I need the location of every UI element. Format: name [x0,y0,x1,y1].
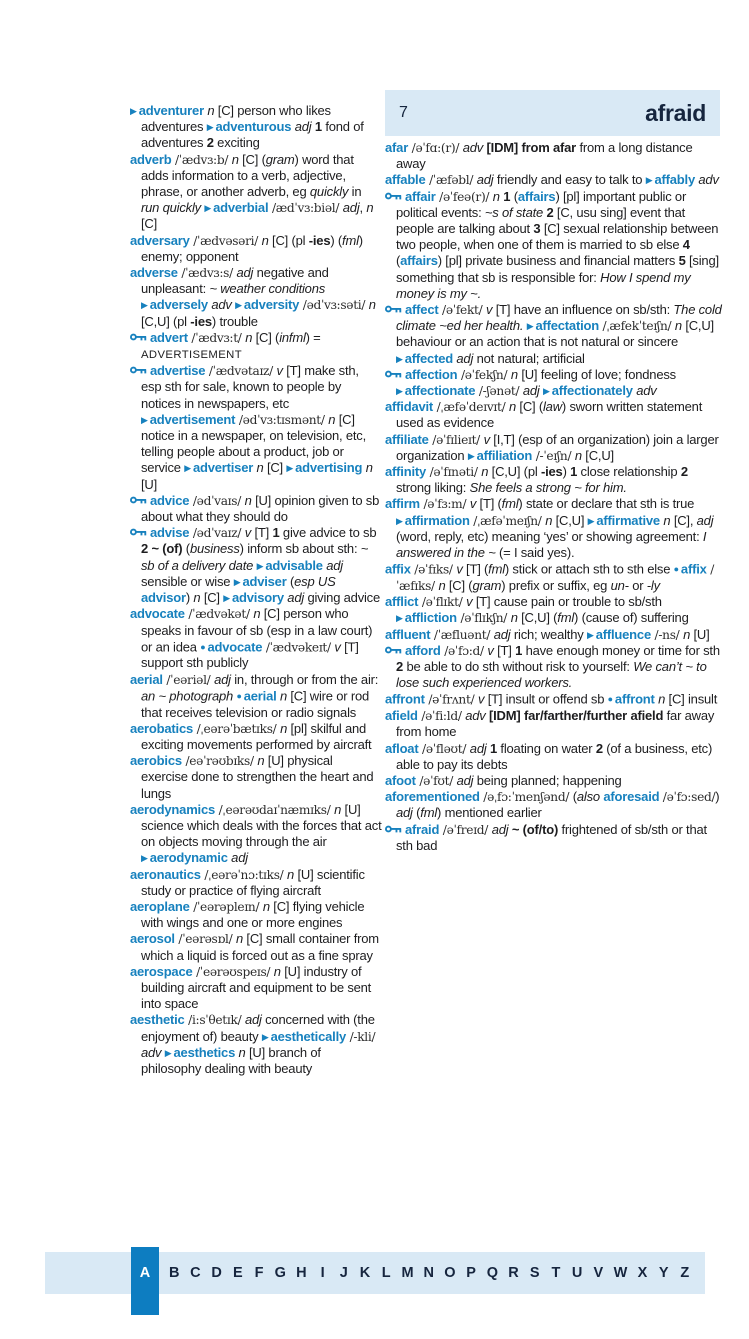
phonetic-transcription: /əˈfləʊt/ [418,741,470,756]
headword: advert [150,329,188,345]
oxford-key-icon [130,496,147,505]
guide-word: afraid [645,99,706,126]
headword: aerobics [130,753,182,769]
derivative-arrow-icon: ▶ [396,613,403,624]
entry-affidavit: affidavit /ˌæfəˈdeɪvɪt/ n [C] (law) sworn written statement used as evidence [385,399,703,431]
phonetic-transcription: /eəˈrəʊbɪks/ [181,754,258,769]
sense-dot-icon: ● [200,641,206,652]
alphabet-letter-X: X [637,1265,648,1281]
phonetic-transcription: /əˈfekt/ [438,303,487,318]
headword: aerodynamics [130,801,216,817]
alphabet-index-bar [45,1252,705,1294]
entry-advertise: advertise /ˈædvətaɪz/ v [T] make sth, esp sth for sale, known to people by notices in newspapers, etc ▶ advertisement /ədˈvɜ:tɪsmənt/ n [C] notice in a newspaper, on television, etc, telling people about a product, job or service ▶ advertiser n [C] ▶ advertising n [U] [130,363,382,493]
alphabet-letter-T: T [551,1265,561,1281]
entry-advert: advert /ˈædvɜ:t/ n [C] (infml) = ADVERTISEMENT [130,330,382,363]
headword: afraid [405,821,440,837]
derivative-arrow-icon: ▶ [587,515,595,526]
headword: advise [150,525,190,541]
derivative-arrow-icon: ▶ [543,386,550,397]
headword: advice [150,492,190,508]
phonetic-transcription: /əˈfeə(r)/ [435,189,493,204]
entry-affection: affection /əˈfekʃn/ n [U] feeling of love; fondness ▶ affectionate /-ʃənət/ adj ▶ affectionately adv [385,367,722,399]
phonetic-transcription: /ˈædvətaɪz/ [205,364,277,379]
phonetic-transcription: /ˈædvəkeɪt/ [262,640,335,655]
phonetic-transcription: /əˈflɪkt/ [418,595,467,610]
derivative-arrow-icon: ▶ [526,321,534,332]
headword: afoot [385,772,416,788]
alphabet-letter-B: B [168,1265,180,1281]
alphabet-letter-M: M [401,1265,414,1281]
headword: aerospace [130,963,193,979]
entry-afar: afar /əˈfɑ:(r)/ adv [IDM] from afar from a long distance away [385,140,693,172]
phonetic-transcription: /ədˈvɜ:tɪsmənt/ [235,412,329,427]
derivative-arrow-icon: ▶ [467,450,475,461]
phonetic-transcription: /ˈædvəkət/ [184,607,254,622]
phonetic-transcription: /ˈeəriəl/ [162,672,215,687]
oxford-key-icon [130,333,147,342]
phonetic-transcription: /ədˈvaɪs/ [189,493,245,508]
entry-advise: advise /ədˈvaɪz/ v [T] 1 give advice to sb 2 ~ (of) (business) inform sb about sth: ~ sb of a delivery date ▶ advisable adj sensible or wise ▶ adviser (esp US advisor) n [C] ▶ advisory adj giving advice [130,525,382,606]
entry-adversary: adversary /ˈædvəsəri/ n [C] (pl -ies) (fml) enemy; opponent [130,232,363,264]
phonetic-transcription: /ˌeərəˈbætɪks/ [193,721,281,736]
phonetic-transcription: /ədˈvaɪz/ [189,526,245,541]
phonetic-transcription: /əˈfɪnəti/ [426,465,482,480]
entry-affix: affix /əˈfɪks/ v [T] (fml) stick or attach sth to sth else ● affix /ˈæfɪks/ n [C] (gram) prefix or suffix, eg un- or -ly [385,561,715,593]
phonetic-transcription: /ˈeərəʊspeɪs/ [192,964,274,979]
derivative-arrow-icon: ▶ [396,515,403,526]
phonetic-transcription: /əˈfɜ:m/ [419,497,470,512]
phonetic-transcription: /-ˈeɪʃn/ [532,448,575,463]
derivative-arrow-icon: ▶ [204,203,212,214]
phonetic-transcription: /əˈfi:ld/ [417,709,466,724]
alphabet-letter-V: V [593,1265,604,1281]
alphabet-letter-Y: Y [658,1265,669,1281]
phonetic-transcription: /ˈædvɜ:s/ [177,266,237,281]
phonetic-transcription: /ˌæfəˈmeɪʃn/ [469,513,546,528]
phonetic-transcription: /əˈfɔ:sed/ [662,790,716,805]
headword: aerial [130,671,163,687]
headword: affair [405,188,436,204]
entry-affect: affect /əˈfekt/ v [T] have an influence on sb/sth: The cold climate ~ed her health. ▶ affectation /ˌæfekˈteɪʃn/ n [C,U] behaviour or an action that is not natural or sincere ▶ affected adj not natural; artificial [385,302,722,367]
derivative-arrow-icon: ▶ [261,1031,269,1042]
phonetic-transcription: /ˈeərəsɒl/ [174,932,236,947]
entry-aerobatics: aerobatics /ˌeərəˈbætɪks/ n [pl] skilful and exciting movements performed by aircraft [130,720,372,752]
derivative-arrow-icon: ▶ [586,629,594,640]
phonetic-transcription: /ˈædvɜ:t/ [187,330,246,345]
entry-affirm: affirm /əˈfɜ:m/ v [T] (fml) state or declare that sth is true ▶ affirmation /ˌæfəˈmeɪʃn/ n [C,U] ▶ affirmative n [C], adj (word, reply, etc) meaning ‘yes’ or showing agreement: I answered in the ~ (= I said yes). [385,496,714,561]
oxford-key-icon [385,646,402,655]
phonetic-transcription: /-ʃənət/ [475,384,523,399]
entry-advocate: advocate /ˈædvəkət/ n [C] person who speaks in favour of sb (esp in a law court) or an idea ● advocate /ˈædvəkeɪt/ v [T] support sth publicly [130,606,373,671]
alphabet-letter-F: F [254,1265,264,1281]
entry-aerosol: aerosol /ˈeərəsɒl/ n [C] small container from which a liquid is forced out as a fine spray [130,931,379,963]
headword: aesthetic [130,1012,185,1028]
phonetic-transcription: /əˈflɪkʃn/ [456,611,511,626]
headword: affix [385,561,411,577]
headword: affect [405,302,439,318]
phonetic-transcription: /ˌæfekˈteɪʃn/ [598,319,675,334]
derivative-arrow-icon: ▶ [141,300,148,311]
alphabet-letter-C: C [190,1265,201,1281]
derivative-arrow-icon: ▶ [223,593,230,604]
phonetic-transcription: /ˈæfluənt/ [430,627,494,642]
alphabet-letter-W: W [613,1265,628,1281]
phonetic-transcription: /əˈfrʌnt/ [424,692,478,707]
alphabet-letter-G: G [274,1265,286,1281]
headword: affable [385,172,426,188]
headword: afford [405,642,441,658]
entry-affinity: affinity /əˈfɪnəti/ n [C,U] (pl -ies) 1 close relationship 2 strong liking: She feels a strong ~ for him. [385,464,688,496]
phonetic-transcription: /əˌfɔ:ˈmenʃənd/ [479,790,573,805]
entry-adverb: adverb /ˈædvɜ:b/ n [C] (gram) word that adds information to a verb, adjective, phrase, or another adverb, eg quickly in run quickly ▶ adverbial /ædˈvɜ:biəl/ adj, n [C] [130,151,374,232]
entry-aesthetic: aesthetic /i:sˈθetɪk/ adj concerned with (the enjoyment of) beauty ▶ aesthetically /-kli/ adv ▶ aesthetics n [U] branch of philosophy dealing with beauty [130,1012,376,1076]
oxford-key-icon [130,366,147,375]
page-header [385,90,720,136]
headword: advocate [130,606,185,622]
derivative-arrow-icon: ▶ [206,122,214,133]
derivative-arrow-icon: ▶ [256,560,264,571]
entry-aeroplane: aeroplane /ˈeərəpleɪn/ n [C] flying vehicle with wings and one or more engines [130,898,365,931]
headword: afar [385,140,409,155]
headword: adversary [130,232,190,248]
derivative-arrow-icon: ▶ [184,463,191,474]
entry-afield: afield /əˈfi:ld/ adv [IDM] far/farther/further afield far away from home [385,708,715,740]
headword: affluent [385,626,431,642]
sense-dot-icon: ● [236,690,242,701]
headword: aeroplane [130,898,190,914]
phonetic-transcription: /əˈfʊt/ [415,773,457,788]
headword: aeronautics [130,866,201,882]
derivative-arrow-icon: ▶ [396,386,403,397]
alphabet-letter-E: E [232,1265,243,1281]
alphabet-letter-D: D [211,1265,222,1281]
entry-affluent: affluent /ˈæfluənt/ adj rich; wealthy ▶ affluence /-ns/ n [U] [385,626,710,642]
entry-aerial: aerial /ˈeəriəl/ adj in, through or from the air: an ~ photograph ● aerial n [C] wire or rod that receives television or radio signals [130,671,379,720]
phonetic-transcription: /ˌeərəʊdaɪˈnæmɪks/ [215,802,335,817]
phonetic-transcription: /əˈfɑ:(r)/ [408,141,463,155]
oxford-key-icon [385,370,402,379]
entry-affable: affable /ˈæfəbl/ adj friendly and easy to talk to ▶ affably adv [385,172,719,188]
entry-affiliate: affiliate /əˈfɪlieɪt/ v [I,T] (esp of an organization) join a larger organization ▶ affiliation /-ˈeɪʃn/ n [C,U] [385,431,719,463]
phonetic-transcription: /ædˈvɜ:biəl/ [268,201,343,216]
alphabet-letter-A-active: A [131,1247,159,1315]
phonetic-transcription: /ˈædvəsəri/ [189,233,262,248]
entry-afloat: afloat /əˈfləʊt/ adj 1 floating on water 2 (of a business, etc) able to pay its debts [385,740,713,772]
alphabet-letter-H: H [296,1265,307,1281]
headword: advertise [150,363,206,379]
headword: afield [385,708,418,724]
headword: aerobatics [130,720,194,736]
headword: affidavit [385,399,434,415]
derivative-arrow-icon: ▶ [235,300,242,311]
phonetic-transcription: /ˌæfəˈdeɪvɪt/ [433,400,509,415]
headword: afloat [385,740,419,756]
alphabet-letters [131,1252,691,1294]
phonetic-transcription: /əˈfɪks/ [410,562,457,577]
derivative-arrow-icon: ▶ [286,463,294,474]
alphabet-letter-O: O [444,1265,456,1281]
phonetic-transcription: /əˈfekʃn/ [457,367,511,382]
derivative-arrow-icon: ▶ [141,414,148,425]
entry-aeronautics: aeronautics /ˌeərəˈnɔ:tɪks/ n [U] scientific study or practice of flying aircraft [130,866,365,898]
alphabet-letter-P: P [466,1265,476,1281]
derivative-arrow-icon: ▶ [130,106,137,116]
sense-dot-icon: ● [607,694,613,705]
entry-afraid: afraid /əˈfreɪd/ adj ~ (of/to) frightened of sb/sth or that sth bad [385,822,722,854]
phonetic-transcription: /-ns/ [650,627,684,642]
headword: affection [405,366,458,382]
left-column [130,103,382,1077]
entry-adverse: adverse /ˈædvɜ:s/ adj negative and unpleasant: ~ weather conditions ▶ adversely adv ▶ adversity /ədˈvɜ:səti/ n [C,U] (pl -ies) trouble [130,265,376,329]
entry-afford: afford /əˈfɔ:d/ v [T] 1 have enough money or time for sth 2 be able to do sth without risk to yourself: We can’t ~ to lose such experienced workers. [385,643,722,692]
alphabet-letter-L: L [381,1265,391,1281]
entry-aerospace: aerospace /ˈeərəʊspeɪs/ n [U] industry of building aircraft and equipment to be sent into space [130,963,372,1012]
derivative-arrow-icon: ▶ [396,353,403,364]
phonetic-transcription: /ˈæfəbl/ [425,173,477,188]
headword: afflict [385,594,419,610]
headword: aforementioned [385,789,480,805]
derivative-arrow-icon: ▶ [645,175,653,186]
derivative-arrow-icon: ▶ [141,853,148,864]
oxford-key-icon [385,305,402,314]
entry-affair: affair /əˈfeə(r)/ n 1 (affairs) [pl] important public or political events: ~s of state 2 [C, usu sing] event that people are talking about 3 [C] sexual relationship between two people, when one of them is married to sb else 4 (affairs) [pl] private business and financial matters 5 [sing] something that sb is responsible for: How I spend my money is my ~. [385,189,722,302]
alphabet-letter-U: U [571,1265,583,1281]
alphabet-letter-S: S [529,1265,540,1281]
entry-advice: advice /ədˈvaɪs/ n [U] opinion given to sb about what they should do [130,493,382,525]
phonetic-transcription: /ˈeərəpleɪn/ [189,899,263,914]
alphabet-letter-I: I [320,1265,325,1281]
alphabet-letter-K: K [359,1265,371,1281]
phonetic-transcription: /ədˈvɜ:səti/ [299,298,369,313]
phonetic-transcription: /əˈfɪlieɪt/ [428,432,484,447]
phonetic-transcription: /ˈædvɜ:b/ [171,152,232,167]
alphabet-letter-Q: Q [486,1265,498,1281]
entry-aforementioned: aforementioned /əˌfɔ:ˈmenʃənd/ (also aforesaid /əˈfɔ:sed/) adj (fml) mentioned earlier [385,789,720,821]
phonetic-transcription: /ˌeərəˈnɔ:tɪks/ [200,867,288,882]
alphabet-letter-R: R [508,1265,519,1281]
phonetic-transcription: /i:sˈθetɪk/ [184,1013,245,1028]
alphabet-letter-N: N [423,1265,434,1281]
entry-affront: affront /əˈfrʌnt/ v [T] insult or offend sb ● affront n [C] insult [385,691,718,707]
phonetic-transcription: /-kli/ [346,1029,376,1044]
derivative-arrow-icon: ▶ [164,1047,172,1058]
entry-aerobics: aerobics /eəˈrəʊbɪks/ n [U] physical exercise done to strengthen the heart and lungs [130,753,374,801]
headword: adverse [130,265,178,281]
headword: affiliate [385,431,429,447]
derivative-arrow-icon: ▶ [233,576,241,587]
alphabet-letter-J: J [339,1265,348,1281]
phonetic-transcription: /ˈæfɪks/ [396,562,715,593]
oxford-key-icon [130,528,147,537]
entry-afflict: afflict /əˈflɪkt/ v [T] cause pain or trouble to sb/sth ▶ affliction /əˈflɪkʃn/ n [C,U] (fml) (cause of) suffering [385,594,689,626]
entry-aerodynamics: aerodynamics /ˌeərəʊdaɪˈnæmɪks/ n [U] science which deals with the forces that act on objects moving through the air ▶ aerodynamic adj [130,801,382,866]
headword: affront [385,691,425,707]
page-number: 7 [399,104,408,121]
headword: aerosol [130,931,175,947]
entry-adventurer-continuation: ▶ adventurer n [C] person who likes adventures ▶ adventurous adj 1 fond of adventures 2 exciting [130,103,364,151]
headword: affirm [385,496,420,512]
right-column [385,140,722,854]
sense-dot-icon: ● [673,564,679,575]
entry-afoot: afoot /əˈfʊt/ adj being planned; happening [385,772,622,788]
oxford-key-icon [385,825,402,834]
phonetic-transcription: /əˈfɔ:d/ [440,643,488,658]
oxford-key-icon [385,192,402,201]
headword: affinity [385,464,427,480]
phonetic-transcription: /əˈfreɪd/ [439,822,492,837]
alphabet-letter-Z: Z [680,1265,690,1281]
headword: adverb [130,151,172,167]
